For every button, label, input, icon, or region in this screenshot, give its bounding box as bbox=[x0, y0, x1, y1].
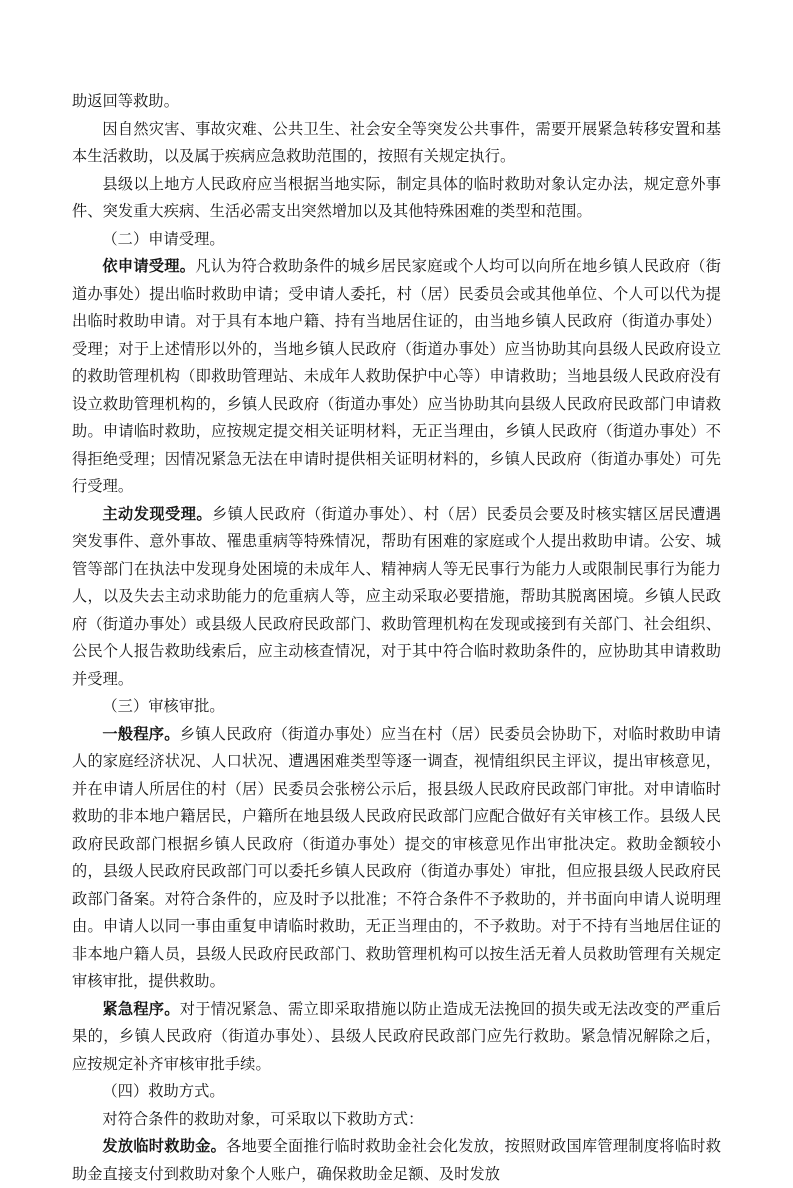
paragraph-text: 因自然灾害、事故灾难、公共卫生、社会安全等突发公共事件，需要开展紧急转移安置和基本生活救助，以及属于疾病应急救助范围的，按照有关规定执行。 bbox=[72, 119, 721, 165]
paragraph-text: 乡镇人民政府（街道办事处）、村（居）民委员会要及时核实辖区居民遭遇突发事件、意外事故、罹患重病等特殊情况，帮助有困难的家庭或个人提出救助申请。公安、城管等部门在执法中发现身处困境的未成年人、精神病人等无民事行为能力人或限制民事行为能力人，以及失去主动求助能力的危重病人等，应主动采取必要措施，帮助其脱离困境。乡镇人民政府（街道办事处）或县级人民政府民政部门、救助管理机构在发现或接到有关部门、社会组织、公民个人报告救助线索后，应主动核查情况，对于其中符合临时救助条件的，应协助其申请救助并受理。 bbox=[72, 504, 721, 688]
section-heading-review-approval bbox=[72, 693, 721, 721]
paragraph bbox=[72, 116, 721, 171]
section-heading-application-acceptance bbox=[72, 226, 721, 254]
paragraph-text: 凡认为符合救助条件的城乡居民家庭或个人均可以向所在地乡镇人民政府（街道办事处）提出临时救助申请；受申请人委托，村（居）民委员会或其他单位、个人可以代为提出临时救助申请。对于具有本地户籍、持有当地居住证的，由当地乡镇人民政府（街道办事处）受理；对于上述情形以外的，当地乡镇人民政府（街道办事处）应当协助其向县级人民政府设立的救助管理机构（即救助管理站、未成年人救助保护中心等）申请救助；当地县级人民政府没有设立救助管理机构的，乡镇人民政府（街道办事处）应当协助其向县级人民政府民政部门申请救助。申请临时救助，应按规定提交相关证明材料，无正当理由，乡镇人民政府（街道办事处）不得拒绝受理；因情况紧急无法在申请时提供相关证明材料的，乡镇人民政府（街道办事处）可先行受理。 bbox=[72, 257, 721, 495]
paragraph bbox=[72, 171, 721, 226]
paragraph-lead: 紧急程序。 bbox=[102, 999, 180, 1018]
document-body bbox=[72, 88, 721, 1188]
paragraph bbox=[72, 253, 721, 501]
paragraph-lead: 一般程序。 bbox=[102, 724, 180, 743]
section-heading-assistance-methods bbox=[72, 1078, 721, 1106]
paragraph bbox=[72, 1106, 721, 1134]
paragraph-text: 乡镇人民政府（街道办事处）应当在村（居）民委员会协助下，对临时救助申请人的家庭经济状况、人口状况、遭遇困难类型等逐一调查，视情组织民主评议，提出审核意见，并在申请人所居住的村（居）民委员会张榜公示后，报县级人民政府民政部门审批。对申请临时救助的非本地户籍居民，户籍所在地县级人民政府民政部门应配合做好有关审核工作。县级人民政府民政部门根据乡镇人民政府（街道办事处）提交的审核意见作出审批决定。救助金额较小的，县级人民政府民政部门可以委托乡镇人民政府（街道办事处）审批，但应报县级人民政府民政部门备案。对符合条件的，应及时予以批准；不符合条件不予救助的，并书面向申请人说明理由。申请人以同一事由重复申请临时救助，无正当理由的，不予救助。对于不持有当地居住证的非本地户籍人员，县级人民政府民政部门、救助管理机构可以按生活无着人员救助管理有关规定审核审批，提供救助。 bbox=[72, 724, 722, 990]
paragraph bbox=[72, 501, 721, 694]
paragraph-text: 助返回等救助。 bbox=[72, 92, 180, 110]
section-heading-text: （三）审核审批。 bbox=[102, 697, 225, 715]
paragraph bbox=[72, 996, 721, 1079]
paragraph-lead: 依申请受理。 bbox=[102, 257, 196, 275]
paragraph-text: 县级以上地方人民政府应当根据当地实际，制定具体的临时救助对象认定办法，规定意外事件、突发重大疾病、生活必需支出突然增加以及其他特殊困难的类型和范围。 bbox=[72, 174, 721, 220]
section-heading-text: （四）救助方式。 bbox=[102, 1082, 225, 1100]
paragraph-lead: 发放临时救助金。 bbox=[102, 1137, 227, 1155]
section-heading-text: （二）申请受理。 bbox=[102, 229, 225, 248]
paragraph bbox=[72, 1133, 721, 1188]
paragraph-text: 对于情况紧急、需立即采取措施以防止造成无法挽回的损失或无法改变的严重后果的，乡镇人民政府（街道办事处）、县级人民政府民政部门应先行救助。紧急情况解除之后，应按规定补齐审核审批手续。 bbox=[72, 999, 722, 1073]
paragraph bbox=[72, 88, 721, 116]
paragraph-text: 对符合条件的救助对象，可采取以下救助方式： bbox=[102, 1109, 424, 1128]
paragraph-lead: 主动发现受理。 bbox=[102, 504, 213, 523]
paragraph-text: 各地要全面推行临时救助金社会化发放，按照财政国库管理制度将临时救助金直接支付到救助对象个人账户，确保救助金足额、及时发放 bbox=[72, 1137, 721, 1183]
paragraph bbox=[72, 721, 721, 996]
